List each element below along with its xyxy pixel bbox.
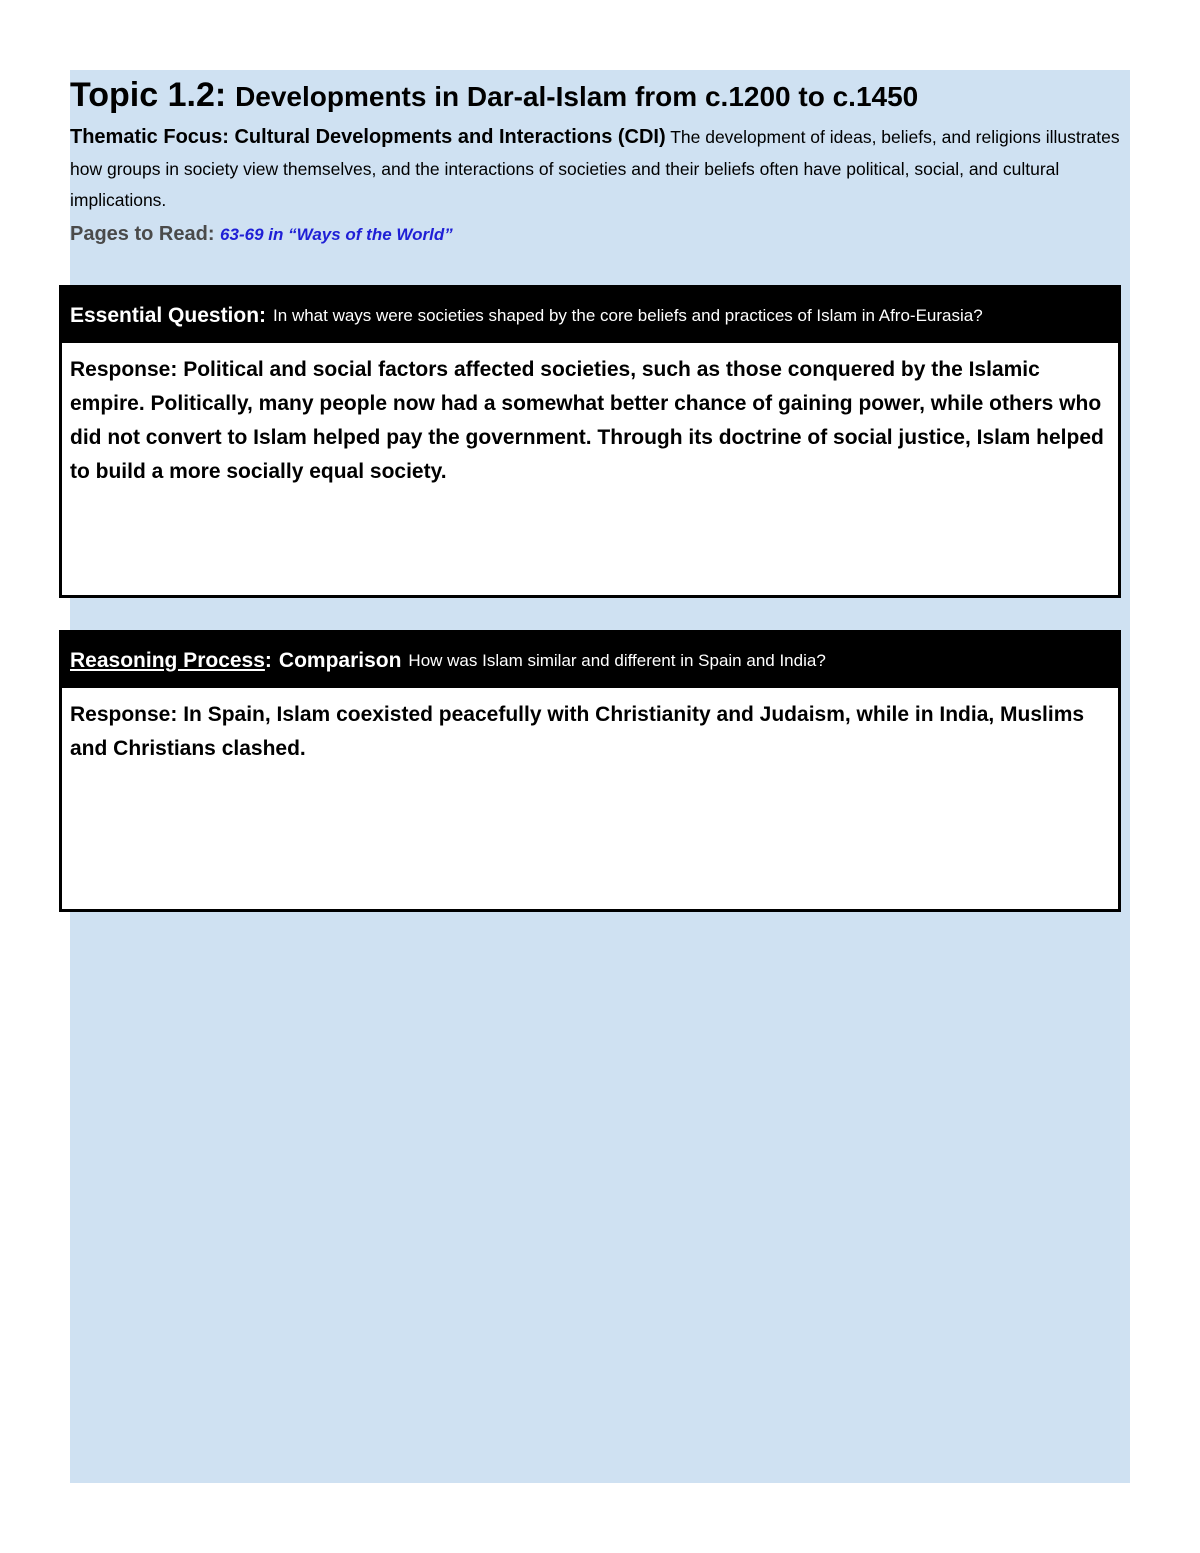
thematic-focus bbox=[70, 122, 1125, 217]
pages-to-read bbox=[70, 219, 1125, 250]
thematic-focus-label: Thematic Focus: Cultural Developments and Interactions (CDI) bbox=[70, 126, 666, 148]
reasoning-process-label: Reasoning Process bbox=[70, 648, 265, 672]
pages-to-read-reference: 63-69 in “Ways of the World” bbox=[220, 224, 453, 244]
essential-question-box bbox=[59, 285, 1121, 598]
page-title bbox=[70, 74, 1125, 118]
reasoning-process-response[interactable]: Response: In Spain, Islam coexisted peacefully with Christianity and Judaism, while in India, Muslims and Christians clashed. bbox=[70, 703, 1085, 760]
essential-question-text: In what ways were societies shaped by the core beliefs and practices of Islam in Afro-Eurasia? bbox=[273, 305, 983, 325]
reasoning-process-question: How was Islam similar and different in Spain and India? bbox=[408, 650, 826, 670]
pages-to-read-label: Pages to Read: bbox=[70, 222, 215, 245]
thematic-focus-text: The development of ideas, beliefs, and religions illustrates how groups in society view themselves, and the interactions of societies and their beliefs often have political, social, and cultural implications. bbox=[70, 127, 1120, 210]
essential-question-label: Essential Question: bbox=[70, 303, 267, 327]
reasoning-process-box bbox=[59, 630, 1121, 912]
topic-label: Topic 1.2: bbox=[70, 76, 227, 114]
worksheet-header bbox=[70, 74, 1125, 250]
reasoning-process-colon: : bbox=[264, 648, 272, 672]
essential-question-header bbox=[62, 288, 1118, 343]
reasoning-process-type: Comparison bbox=[278, 648, 402, 672]
reasoning-process-header bbox=[62, 633, 1118, 688]
essential-question-response[interactable]: Response: Political and social factors affected societies, such as those conquered by the Islamic empire. Politically, many people now had a somewhat better chance of gaining power, while others who did not convert to Islam helped pay the government. Through its doctrine of social justice, Islam helped to build a more socially equal society. bbox=[70, 358, 1104, 483]
topic-title: Developments in Dar-al-Islam from c.1200 to c.1450 bbox=[235, 81, 919, 112]
